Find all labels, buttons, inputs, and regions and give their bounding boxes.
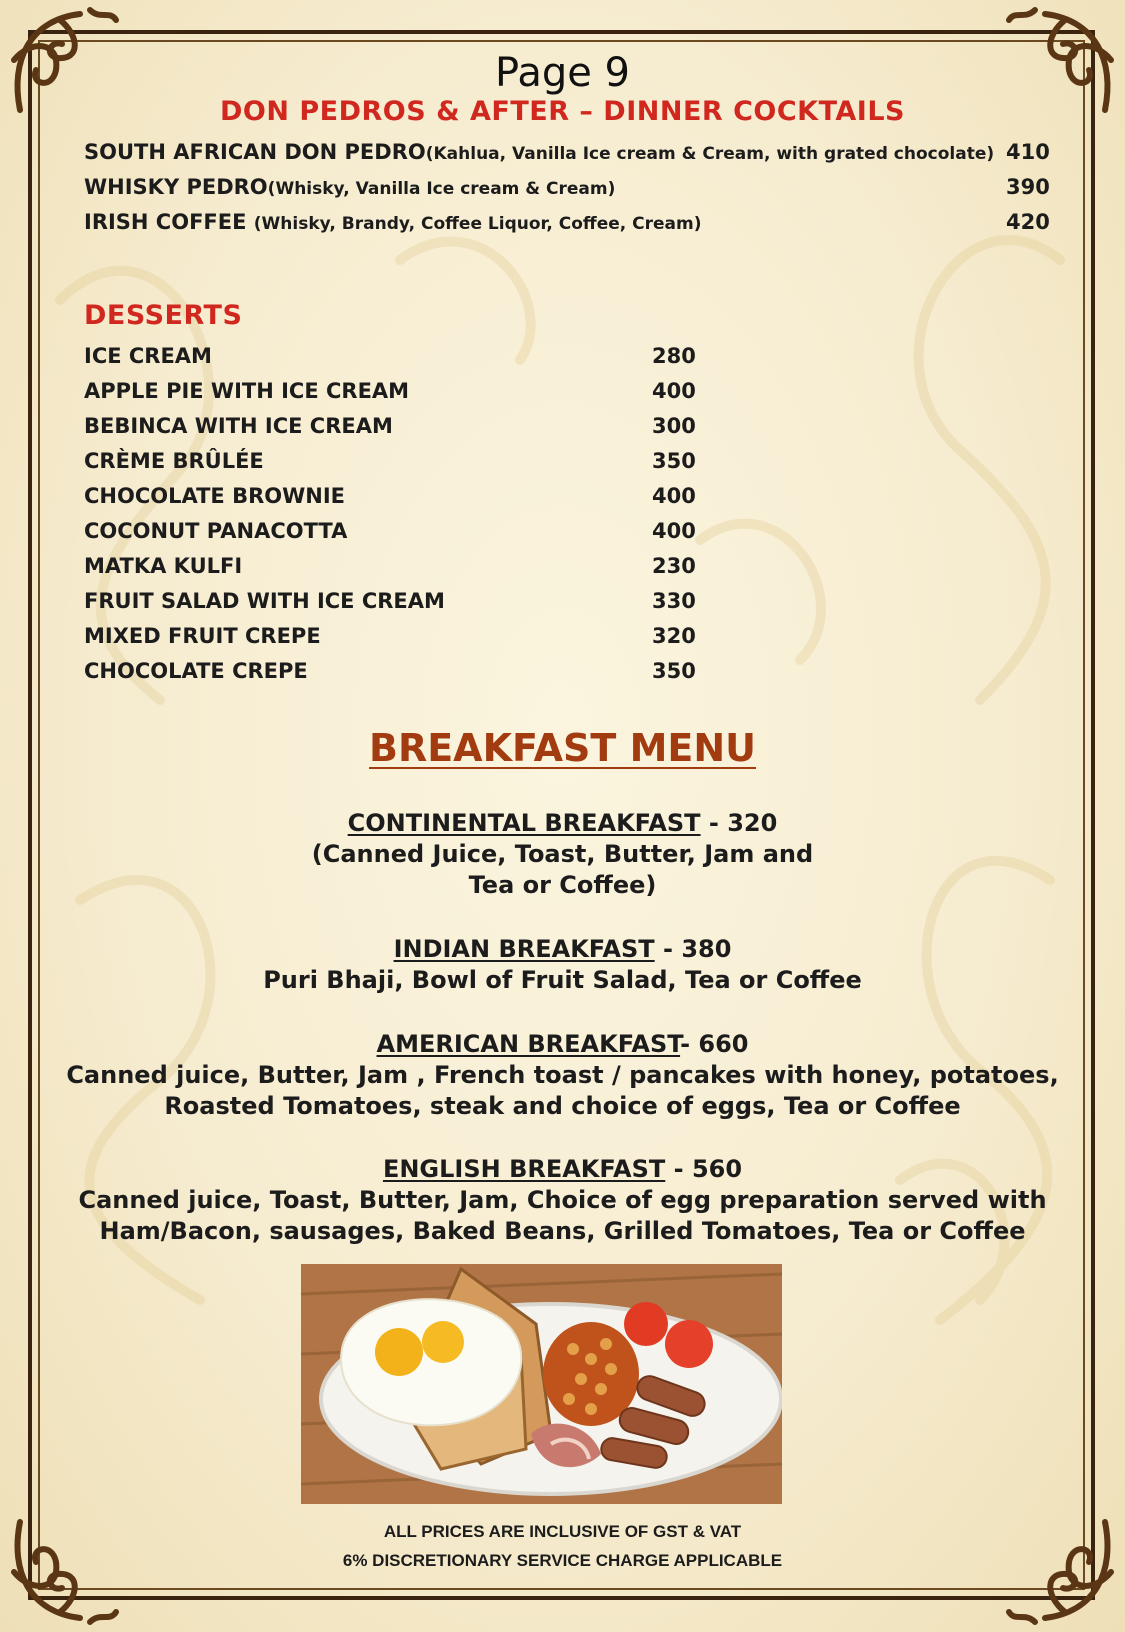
cocktail-item (84, 140, 994, 164)
breakfast-heading-text: BREAKFAST MENU (369, 726, 756, 770)
breakfast-name: AMERICAN BREAKFAST (376, 1030, 681, 1058)
dessert-price: 350 (652, 449, 696, 473)
dessert-price: 280 (652, 344, 696, 368)
dessert-price: 400 (652, 484, 696, 508)
dessert-name: CHOCOLATE CREPE (84, 659, 308, 683)
dessert-price: 400 (652, 379, 696, 403)
dessert-name: APPLE PIE WITH ICE CREAM (84, 379, 410, 403)
item-name: SOUTH AFRICAN DON PEDRO (84, 140, 426, 164)
breakfast-item-indian (60, 934, 1065, 996)
breakfast-name: INDIAN BREAKFAST (393, 935, 655, 963)
dessert-name: COCONUT PANACOTTA (84, 519, 348, 543)
dessert-price: 400 (652, 519, 696, 543)
breakfast-price: - 380 (654, 935, 732, 963)
dessert-name: ICE CREAM (84, 344, 212, 368)
item-price: 420 (1006, 210, 1050, 234)
dessert-name: MATKA KULFI (84, 554, 243, 578)
breakfast-photo (301, 1264, 782, 1504)
page-number: Page 9 (495, 50, 630, 96)
item-name: WHISKY PEDRO (84, 175, 268, 199)
dessert-name: CRÈME BRÛLÉE (84, 449, 264, 473)
breakfast-price: - 320 (700, 809, 778, 837)
breakfast-item-english (60, 1154, 1065, 1247)
breakfast-item-continental (60, 808, 1065, 901)
breakfast-heading (0, 726, 1125, 770)
breakfast-price: - 560 (665, 1155, 743, 1183)
footer-service-note: 6% DISCRETIONARY SERVICE CHARGE APPLICABLE (342, 1551, 783, 1570)
breakfast-price: - 660 (680, 1030, 749, 1058)
breakfast-name: CONTINENTAL BREAKFAST (347, 809, 701, 837)
breakfast-desc: Roasted Tomatoes, steak and choice of eggs, Tea or Coffee (164, 1092, 961, 1120)
breakfast-desc: Ham/Bacon, sausages, Baked Beans, Grilled Tomatoes, Tea or Coffee (99, 1217, 1026, 1245)
cocktails-heading: DON PEDROS & AFTER – DINNER COCKTAILS (219, 96, 906, 127)
breakfast-name: ENGLISH BREAKFAST (382, 1155, 666, 1183)
item-name: IRISH COFFEE (84, 210, 254, 234)
breakfast-desc: (Canned Juice, Toast, Butter, Jam and (311, 840, 814, 868)
cocktail-item (84, 210, 702, 234)
breakfast-desc: Canned juice, Toast, Butter, Jam, Choice of egg preparation served with (78, 1186, 1047, 1214)
item-description: (Whisky, Vanilla Ice cream & Cream) (267, 179, 616, 199)
dessert-name: FRUIT SALAD WITH ICE CREAM (84, 589, 445, 613)
dessert-price: 350 (652, 659, 696, 683)
breakfast-item-american (60, 1029, 1065, 1122)
item-price: 410 (1006, 140, 1050, 164)
dessert-name: BEBINCA WITH ICE CREAM (84, 414, 393, 438)
dessert-name: CHOCOLATE BROWNIE (84, 484, 346, 508)
cocktail-item (84, 175, 615, 199)
item-price: 390 (1006, 175, 1050, 199)
item-description: (Whisky, Brandy, Coffee Liquor, Coffee, Cream) (253, 214, 702, 234)
breakfast-desc: Tea or Coffee) (468, 871, 657, 899)
breakfast-desc: Puri Bhaji, Bowl of Fruit Salad, Tea or Coffee (263, 966, 862, 994)
dessert-price: 230 (652, 554, 696, 578)
desserts-heading: DESSERTS (84, 300, 243, 331)
item-description: (Kahlua, Vanilla Ice cream & Cream, with grated chocolate) (425, 144, 995, 164)
dessert-price: 300 (652, 414, 696, 438)
dessert-name: MIXED FRUIT CREPE (84, 624, 321, 648)
dessert-price: 330 (652, 589, 696, 613)
dessert-price: 320 (652, 624, 696, 648)
breakfast-desc: Canned juice, Butter, Jam , French toast / pancakes with honey, potatoes, (66, 1061, 1059, 1089)
footer-tax-note: ALL PRICES ARE INCLUSIVE OF GST & VAT (383, 1522, 742, 1541)
